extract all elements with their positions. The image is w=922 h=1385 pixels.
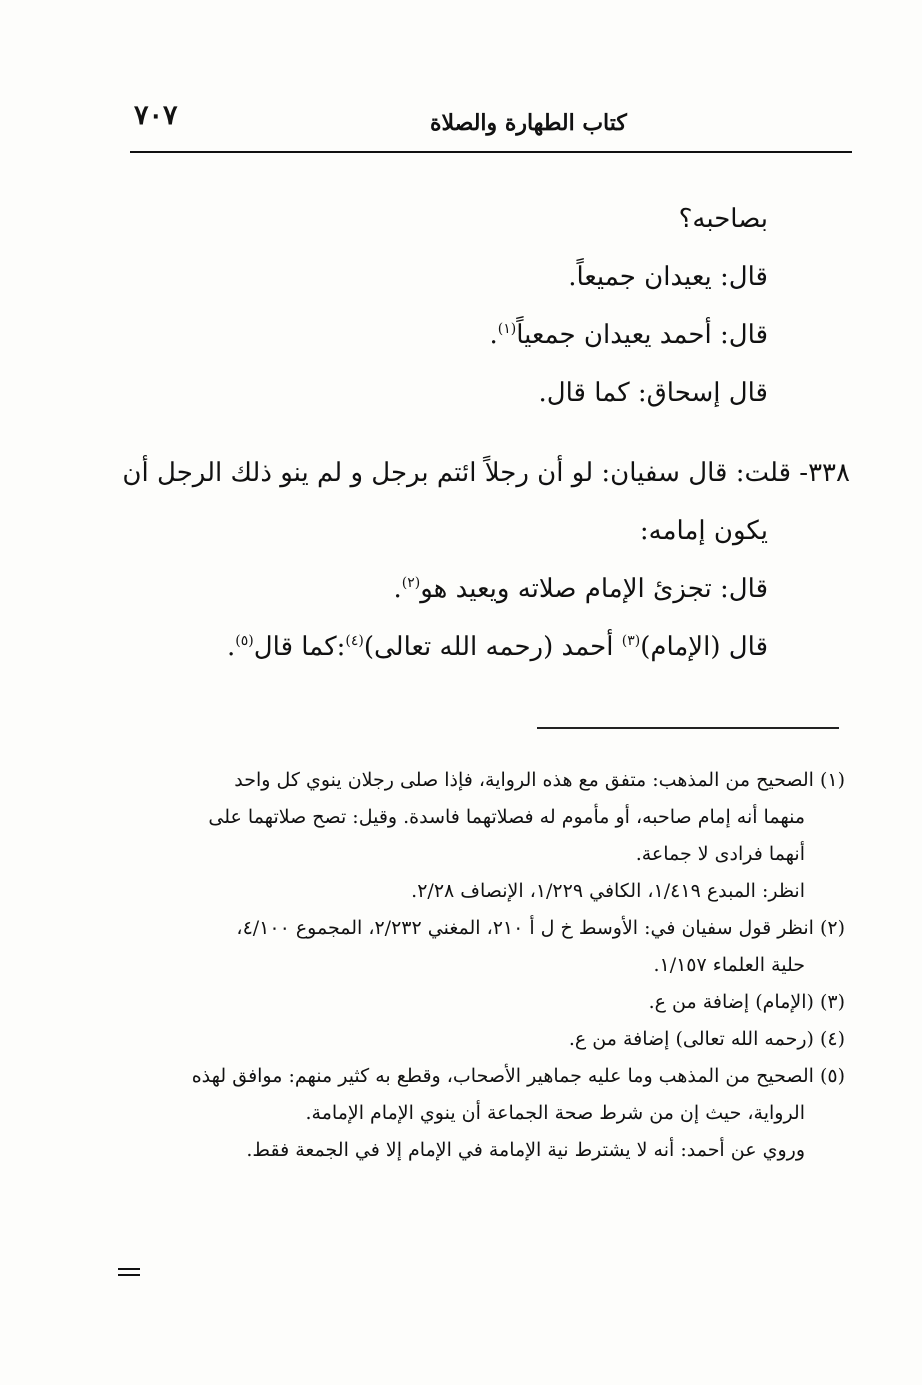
footnote-line: (٣) (الإمام) إضافة من ع. [648,991,845,1013]
footnote-ref[interactable]: (٢) [401,575,421,591]
text-line [120,306,850,364]
page-header [130,98,852,150]
footnote-ref[interactable]: (٣) [621,633,641,649]
text-line: بصاحبه؟ [678,204,768,234]
footnote-line: (٢) انظر قول سفيان في: الأوسط خ ل أ ٢١٠، المغني ٢/٢٣٢، المجموع ٤/١٠٠، [236,917,845,939]
text-run: قال (الإمام) [640,632,768,662]
footnote-line: (٥) الصحيح من المذهب وما عليه جماهير الأصحاب، وقطع به كثير منهم: موافق لهذه [191,1065,845,1087]
footnote-line: حلية العلماء ١/١٥٧. [653,954,805,976]
footnotes [110,762,845,1169]
footnote-line: (١) الصحيح من المذهب: متفق مع هذه الرواية، فإذا صلى رجلان ينوي كل واحد [234,769,845,791]
continuation-mark [118,1268,140,1278]
text-run: . [393,574,402,604]
text-line [120,618,850,676]
footnote-ref[interactable]: (١) [497,321,517,337]
footnote-line: (٤) (رحمه الله تعالى) إضافة من ع. [568,1028,845,1050]
footnote-line: الرواية، حيث إن من شرط صحة الجماعة أن ينوي الإمام الإمامة. [305,1102,805,1124]
text-line: يكون إمامه: [639,516,768,546]
running-title: كتاب الطهارة والصلاة [430,110,627,136]
page-number: ٧٠٧ [134,100,178,131]
text-run: قال: تجزئ الإمام صلاته ويعيد هو [420,574,768,604]
header-divider [130,151,852,153]
footnote-line: أنهما فرادى لا جماعة. [635,843,805,865]
footnote-ref[interactable]: (٤) [345,633,364,649]
text-line: قال إسحاق: كما قال. [538,378,768,408]
footnote-line: وروي عن أحمد: أنه لا يشترط نية الإمامة في الإمام إلا في الجمعة فقط. [246,1139,805,1161]
footnote-ref[interactable]: (٥) [235,633,254,649]
issue-heading-line: ٣٣٨- قلت: قال سفيان: لو أن رجلاً ائتم برجل و لم ينو ذلك الرجل أن [122,458,850,488]
text-run: . [227,632,236,662]
text-run: قال: أحمد يعيدان جمعياً [516,320,768,350]
main-text [120,190,850,676]
text-run: أحمد (رحمه الله تعالى) [363,632,622,662]
text-run: :كما قال [253,632,346,662]
footnote-divider [537,727,839,729]
issue-338 [120,444,850,676]
text-run: . [489,320,498,350]
footnote-line: انظر: المبدع ١/٤١٩، الكافي ١/٢٢٩، الإنصاف ٢/٢٨. [411,880,805,902]
text-line [120,560,850,618]
text-line: قال: يعيدان جميعاً. [568,262,768,292]
footnote-line: منهما أنه إمام صاحبه، أو مأموم له فصلاتهما فاسدة. وقيل: تصح صلاتهما على [208,806,805,828]
